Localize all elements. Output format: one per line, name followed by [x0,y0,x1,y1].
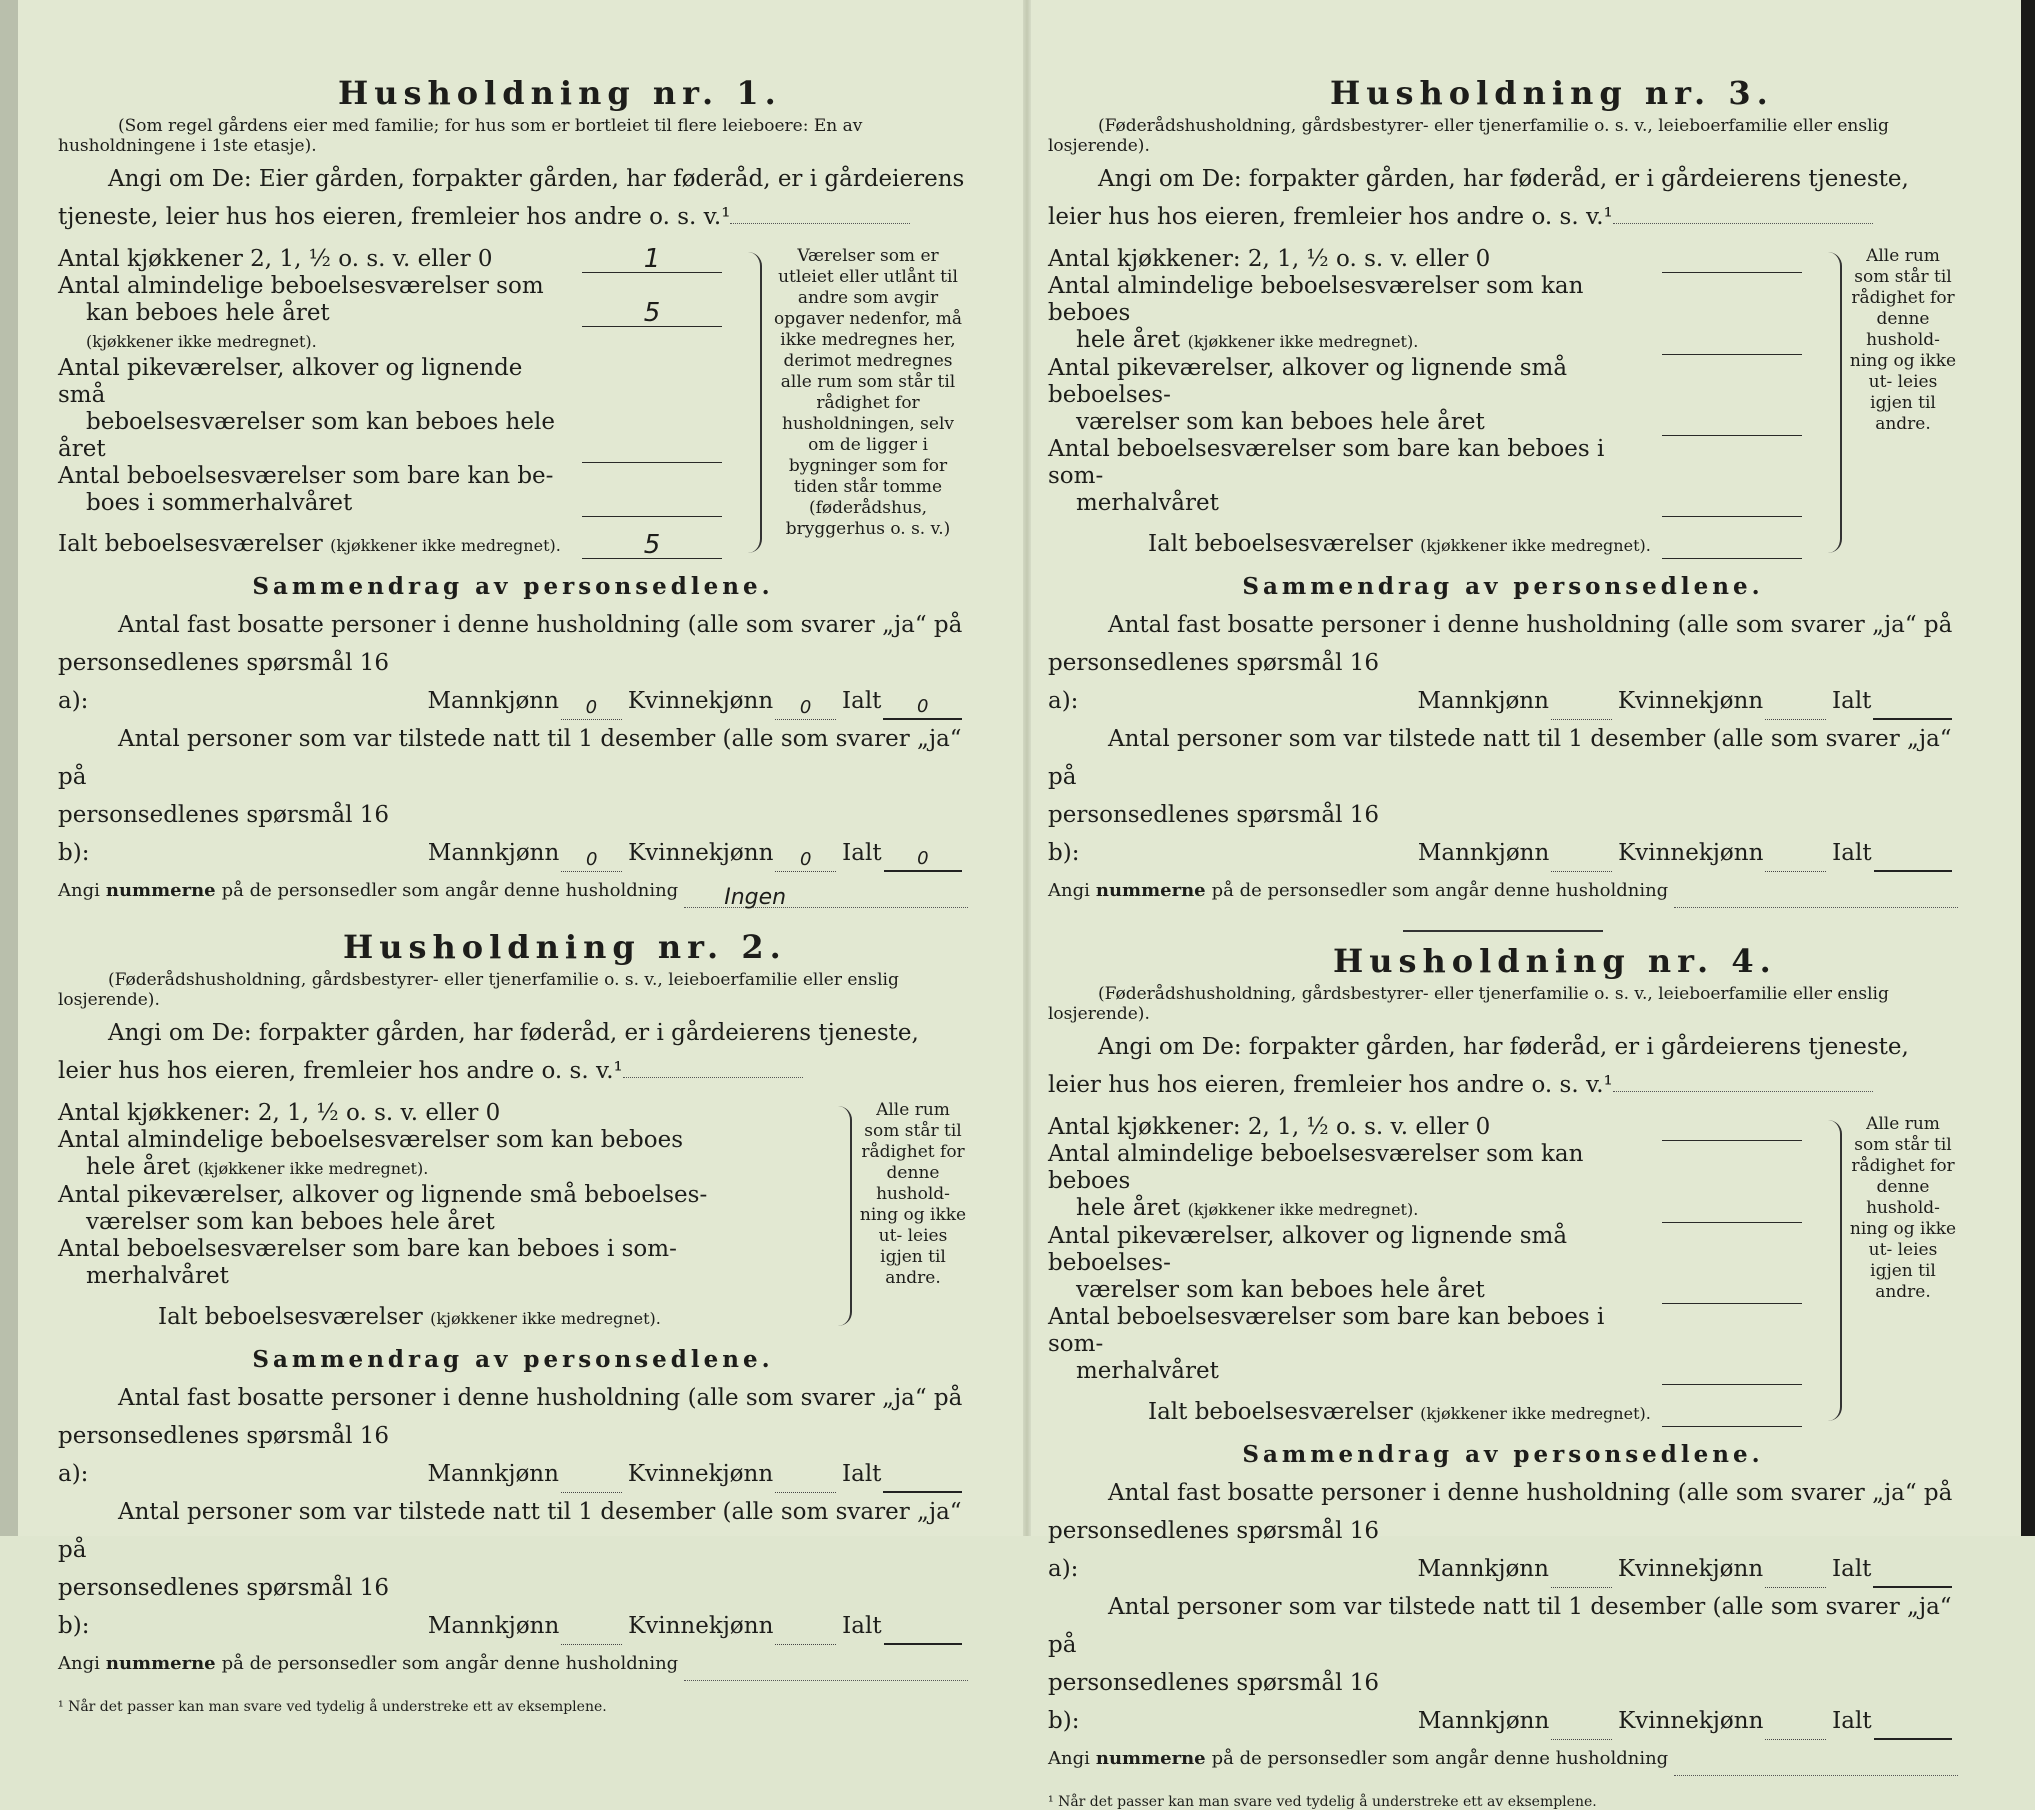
household-1-note: (Som regel gårdens eier med familie; for hus som er bortleiet til flere leieboere: En av husholdningene i 1ste etasje). [58,116,863,156]
small-answer[interactable] [1662,409,1802,436]
footnote: ¹ Når det passer kan man svare ved tydelig å understreke ett av eksemplene. [58,1699,607,1715]
fast-male[interactable] [561,1470,622,1493]
angi-answer-line[interactable] [1613,1073,1873,1092]
page-fold [1023,0,1031,1536]
ordinary-answer[interactable] [1662,1196,1802,1223]
natt-male[interactable] [1551,849,1612,872]
summer-answer[interactable] [1662,1358,1802,1385]
household-4-title: Husholdning nr. 4. [1333,942,1777,980]
total-answer[interactable]: 5 [582,532,722,559]
household-2-title: Husholdning nr. 2. [343,928,787,966]
brace [732,252,762,553]
fast-female[interactable] [775,1470,836,1493]
fast-male[interactable]: 0 [561,697,622,720]
row-small: Antal pikeværelser, alkover og lignende små beboelsesværelser som kan beboes hele året [58,355,722,463]
natt-total[interactable] [1874,1716,1952,1740]
brace [1812,1120,1842,1421]
fast-male[interactable] [1551,697,1612,720]
footnote: ¹ Når det passer kan man svare ved tydelig å understreke ett av eksemplene. [1048,1794,1597,1810]
nummer-answer[interactable] [684,1662,968,1681]
brace [822,1106,852,1326]
natt-female[interactable]: 0 [775,849,836,872]
small-answer[interactable] [582,436,722,463]
household-4: Husholdning nr. 4. (Føderådshusholdning, gårdsbestyrer- eller tjenerfamilie o. s. v., leieboerfamilie eller enslig losjerende). Angi om De: forpakter gården, har føderåd, er i gårdeierens tjeneste, leier hus hos eieren, fremleier hos andre o. s. v.¹ Antal kjøkkener: 2, 1, ½ o. s. v. eller 0 Antal almindelige beboelsesværelser som kan beboes hele året (kjøkkener ikke medregnet). Antal pikeværelser, alkover og lignende små beboelses- værelser som kan beboes hele året Antal beboelsesværelser som bare kan beboes i som- merhalvåret Ialt beboelsesværelser (kjøkkener ikke medregnet). Alle rum som står til rådighet for denne hushold- ning og ikke ut- leies igjen til andre. Sammendrag av personsedlene. Antal fast bosatte personer i denne husholdning (alle som svarer „ja“ på personsedlenes spørsmål 16 a): Mannkjønn Kvinnekjønn Ialt Antal personer som var tilstede natt til 1 desember (alle som svarer „ja“ på personsedlenes spørsmål 16 b): Mannkjønn Kvinnekjønn Ialt Angi nummerne på de personsedler som angår denne husholdning ¹ Når det passer kan man svare ved tydelig å understreke ett av eksemplene. [1048,942,1957,1810]
brace [1812,252,1842,553]
natt-male[interactable]: 0 [561,849,622,872]
natt-male[interactable] [1551,1717,1612,1740]
fast-female[interactable] [1765,697,1826,720]
row-summer: Antal beboelsesværelser som bare kan be- boes i sommerhalvåret [58,463,722,517]
fast-total[interactable] [1873,696,1952,720]
left-page [58,60,968,1715]
side-note: Alle rum som står til rådighet for denne hushold- ning og ikke ut- leies igjen til andre. [1849,1114,1957,1302]
section-divider [1403,930,1603,932]
nummer-answer[interactable] [1674,889,1958,908]
row-total: Ialt beboelsesværelser (kjøkkener ikke medregnet). 5 [58,531,722,559]
kitchens-answer[interactable] [1662,246,1802,273]
natt-male[interactable] [561,1622,622,1645]
fast-total[interactable]: 0 [883,696,962,720]
fast-total[interactable] [1873,1564,1952,1588]
fast-total[interactable] [883,1469,962,1493]
small-answer[interactable] [1662,1277,1802,1304]
household-1-title: Husholdning nr. 1. [338,74,782,112]
household-2: Husholdning nr. 2. (Føderådshusholdning, gårdsbestyrer- eller tjenerfamilie o. s. v., leieboerfamilie eller enslig losjerende). Angi om De: forpakter gården, har føderåd, er i gårdeierens tjeneste, leier hus hos eieren, fremleier hos andre o. s. v.¹ Antal kjøkkener: 2, 1, ½ o. s. v. eller 0 Antal almindelige beboelsesværelser som kan beboes hele året (kjøkkener ikke medregnet). Antal pikeværelser, alkover og lignende små beboelses- værelser som kan beboes hele året Antal beboelsesværelser som bare kan beboes i som- merhalvåret Ialt beboelsesværelser (kjøkkener ikke medregnet). Alle rum som står til rådighet for denne hushold- ning og ikke ut- leies igjen til andre. Sammendrag av personsedlene. Antal fast bosatte personer i denne husholdning (alle som svarer „ja“ på personsedlenes spørsmål 16 a): Mannkjønn Kvinnekjønn Ialt Antal personer som var tilstede natt til 1 desember (alle som svarer „ja“ på personsedlenes spørsmål 16 b): Mannkjønn Kvinnekjønn Ialt Angi nummerne på de personsedler som angår denne husholdning ¹ Når det passer kan man svare ved tydelig å understreke ett av eksemplene. [58,928,967,1715]
summary-title: Sammendrag av personsedlene. [252,573,774,600]
nummer-answer[interactable]: Ingen [684,889,968,908]
summer-answer[interactable] [582,490,722,517]
angi-answer-line[interactable] [1613,205,1873,224]
household-1: Husholdning nr. 1. (Som regel gårdens eier med familie; for hus som er bortleiet til flere leieboere: En av husholdningene i 1ste etasje). Angi om De: Eier gården, forpakter gården, har føderåd, er i gårdeierens tjeneste, leier hus hos eieren, fremleier hos andre o. s. v.¹ Antal kjøkkener 2, 1, ½ o. s. v. eller 0 1 Antal almindelige beboelsesværelser som kan beboes hele året 5 (kjøkkener ikke medregnet). Antal pikeværelser, alkover og lignende små beboelsesværelser som kan beboes hele året Antal beboelsesværelser som bare kan be- boes i sommerhalvåret Ialt beboelsesværelser (kjøkkener ikke medregnet). 5 Værelser som er utleiet eller utlånt til andre som avgir opgaver nedenfor, må ikke medregnes her, derimot medregnes alle rum som står til rådighet for husholdningen, selv om de ligger i bygninger som for tiden står tomme (føderådshus, bryggerhus o. s. v.) Sammendrag av personsedlene. Antal fast bosatte personer i denne husholdning (alle som svarer „ja“ på personsedlenes spørsmål 16 a): Mannkjønn 0 Kvinnekjønn 0 Ialt 0 Antal personer som var tilstede natt til 1 desember (alle som svarer „ja“ på personsedlenes spørsmål 16 b): Mannkjønn 0 Kvinnekjønn 0 Ialt 0 Angi nummerne på de personsedler som angår denne husholdning Ingen [58,74,968,908]
ordinary-answer[interactable]: 5 [582,300,722,327]
row-ordinary: Antal almindelige beboelsesværelser som kan beboes hele året 5 [58,273,722,327]
natt-female[interactable] [1765,1717,1826,1740]
natt-female[interactable] [1765,849,1826,872]
total-answer[interactable] [1662,532,1802,559]
natt-female[interactable] [775,1622,836,1645]
natt-total[interactable] [1874,848,1952,872]
total-answer[interactable] [1662,1400,1802,1427]
row-kitchens: Antal kjøkkener 2, 1, ½ o. s. v. eller 0 1 [58,246,722,273]
fast-male[interactable] [1551,1565,1612,1588]
nummer-row: Angi nummerne på de personsedler som angår denne husholdning Ingen [58,874,968,908]
kitchens-answer[interactable] [1662,1114,1802,1141]
angi-answer-line[interactable] [623,1059,803,1078]
fast-row: personsedlenes spørsmål 16 a): Mannkjønn 0 Kvinnekjønn 0 Ialt 0 [58,644,968,720]
scan-edge-right [2021,0,2035,1536]
summer-answer[interactable] [1662,490,1802,517]
household-1-angi: Angi om De: Eier gården, forpakter gården, har føderåd, er i gårdeierens tjeneste, leier hus hos eieren, fremleier hos andre o. s. v.¹ [58,166,965,230]
side-note: Alle rum som står til rådighet for denne hushold- ning og ikke ut- leies igjen til andre. [1849,246,1957,434]
side-note: Værelser som er utleiet eller utlånt til andre som avgir opgaver nedenfor, må ikke medregnes her, derimot medregnes alle rum som står til rådighet for husholdningen, selv om de ligger i bygninger som for tiden står tomme (føderådshus, bryggerhus o. s. v.) [773,246,963,539]
natt-row: personsedlenes spørsmål 16 b): Mannkjønn 0 Kvinnekjønn 0 Ialt 0 [58,796,968,872]
household-3: Husholdning nr. 3. (Føderådshusholdning, gårdsbestyrer- eller tjenerfamilie o. s. v., leieboerfamilie eller enslig losjerende). Angi om De: forpakter gården, har føderåd, er i gårdeierens tjeneste, leier hus hos eieren, fremleier hos andre o. s. v.¹ Antal kjøkkener: 2, 1, ½ o. s. v. eller 0 Antal almindelige beboelsesværelser som kan beboes hele året (kjøkkener ikke medregnet). Antal pikeværelser, alkover og lignende små beboelses- værelser som kan beboes hele året Antal beboelsesværelser som bare kan beboes i som- merhalvåret Ialt beboelsesværelser (kjøkkener ikke medregnet). Alle rum som står til rådighet for denne hushold- ning og ikke ut- leies igjen til andre. Sammendrag av personsedlene. Antal fast bosatte personer i denne husholdning (alle som svarer „ja“ på personsedlenes spørsmål 16 a): Mannkjønn Kvinnekjønn Ialt Antal personer som var tilstede natt til 1 desember (alle som svarer „ja“ på personsedlenes spørsmål 16 b): Mannkjønn Kvinnekjønn Ialt Angi nummerne på de personsedler som angår denne husholdning [1048,74,1958,932]
household-3-title: Husholdning nr. 3. [1330,74,1774,112]
fast-female[interactable] [1765,1565,1826,1588]
fast-female[interactable]: 0 [775,697,836,720]
scan-edge-left [0,0,18,1536]
angi-answer-line[interactable] [730,205,910,224]
kitchens-answer[interactable]: 1 [582,246,722,273]
natt-total[interactable] [884,1621,962,1645]
side-note: Alle rum som står til rådighet for denne hushold- ning og ikke ut- leies igjen til andre. [859,1100,967,1288]
right-page [1048,60,1958,1810]
nummer-answer[interactable] [1674,1757,1958,1776]
ordinary-answer[interactable] [1662,328,1802,355]
natt-total[interactable]: 0 [884,848,962,872]
household-1-rooms: Antal kjøkkener 2, 1, ½ o. s. v. eller 0 1 Antal almindelige beboelsesværelser som kan beboes hele året 5 (kjøkkener ikke medregnet). Antal pikeværelser, alkover og lignende små beboelsesværelser som kan beboes hele året Antal beboelsesværelser som bare kan be- boes i sommerhalvåret Ialt beboelsesværelser (kjøkkener ikke medregnet). 5 Værelser som er utleiet eller utlånt til andre som avgir opgaver nedenfor, må ikke medregnes her, derimot medregnes alle rum som står til rådighet for husholdningen, selv om de ligger i bygninger som for tiden står tomme (føderådshus, bryggerhus o. s. v.) [58,246,968,559]
